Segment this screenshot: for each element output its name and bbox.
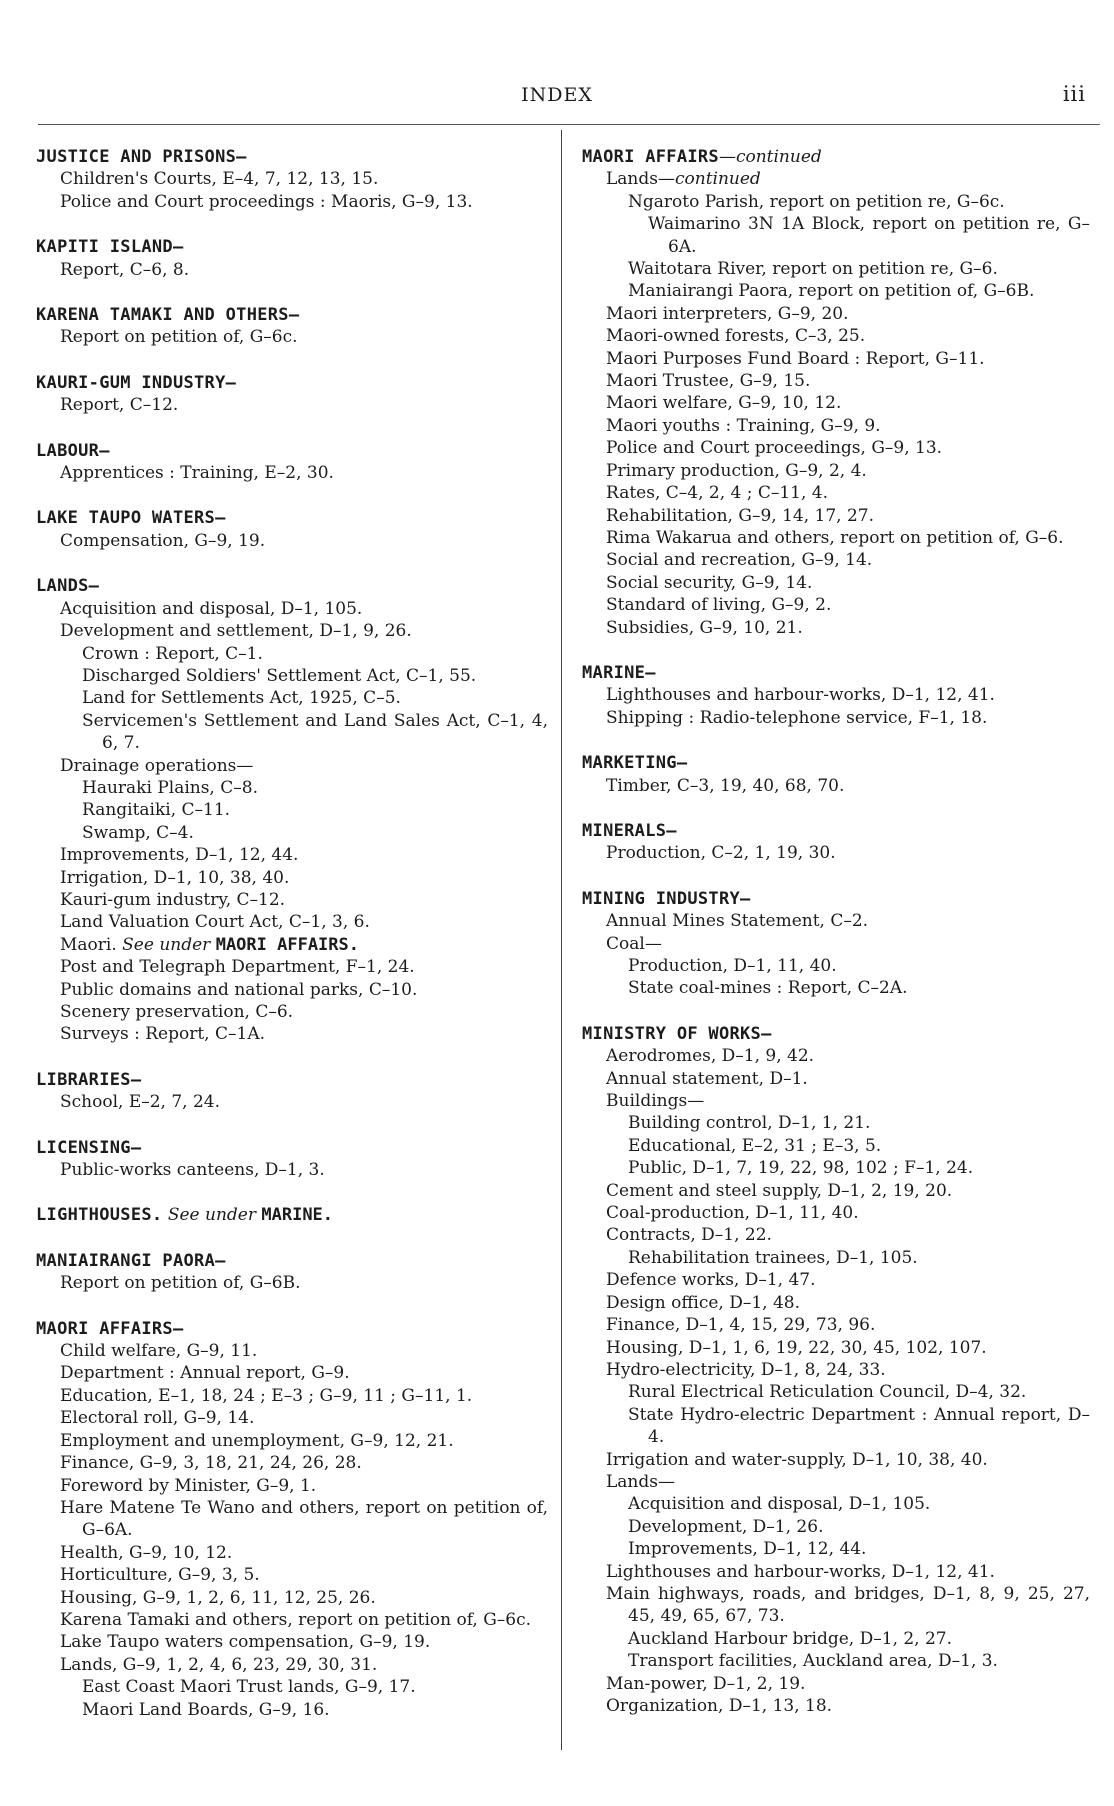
entry-heading: MAORI AFFAIRS— xyxy=(36,1318,184,1339)
entry-line: Organization, D–1, 13, 18. xyxy=(606,1696,833,1716)
entry-line: Main highways, roads, and bridges, D–1, 8, 9, 25, 27, 45, 49, 65, 67, 73. xyxy=(606,1583,1090,1627)
entry-line: Design office, D–1, 48. xyxy=(606,1292,801,1313)
index-entry-lighthouses xyxy=(36,1204,548,1226)
entry-line: Development, D–1, 26. xyxy=(628,1516,824,1537)
entry-line: Housing, D–1, 1, 6, 19, 22, 30, 45, 102, 107. xyxy=(606,1337,987,1358)
entry-line: Post and Telegraph Department, F–1, 24. xyxy=(60,957,415,978)
entry-subheading: Lands xyxy=(606,169,658,190)
entry-line: Department : Annual report, G–9. xyxy=(60,1363,350,1384)
entry-line-cross-reference xyxy=(36,934,548,956)
left-column xyxy=(36,146,548,1744)
entry-line: Horticulture, G–9, 3, 5. xyxy=(60,1565,260,1586)
entry-line: Standard of living, G–9, 2. xyxy=(606,595,832,616)
entry-line: Cement and steel supply, D–1, 2, 19, 20. xyxy=(606,1180,953,1201)
entry-line: Housing, G–9, 1, 2, 6, 11, 12, 25, 26. xyxy=(60,1587,376,1608)
entry-line: Development and settlement, D–1, 9, 26. xyxy=(60,621,412,642)
entry-heading: MINING INDUSTRY— xyxy=(582,888,751,909)
entry-heading: KARENA TAMAKI AND OTHERS— xyxy=(36,305,300,326)
cross-reference-link[interactable]: MARINE. xyxy=(261,1205,334,1226)
entry-line: Public, D–1, 7, 19, 22, 98, 102 ; F–1, 24. xyxy=(628,1158,974,1179)
entry-line: Foreword by Minister, G–9, 1. xyxy=(60,1475,317,1496)
entry-line: Building control, D–1, 1, 21. xyxy=(628,1113,871,1134)
entry-line: Coal— xyxy=(606,933,662,954)
entry-heading: KAURI-GUM INDUSTRY— xyxy=(36,372,237,393)
entry-line: Finance, D–1, 4, 15, 29, 73, 96. xyxy=(606,1315,876,1336)
entry-line: Land Valuation Court Act, C–1, 3, 6. xyxy=(60,912,370,933)
entry-line: Annual Mines Statement, C–2. xyxy=(606,911,869,932)
entry-line: State coal-mines : Report, C–2A. xyxy=(628,978,908,999)
entry-heading: MARINE— xyxy=(582,662,656,683)
entry-line: Swamp, C–4. xyxy=(82,822,194,843)
entry-heading: LAKE TAUPO WATERS— xyxy=(36,508,226,529)
entry-line: Production, D–1, 11, 40. xyxy=(628,956,837,976)
entry-heading: JUSTICE AND PRISONS— xyxy=(36,147,247,167)
entry-line: Ngaroto Parish, report on petition re, G–6c. xyxy=(628,191,1005,212)
entry-line: Shipping : Radio-telephone service, F–1, 18. xyxy=(606,707,988,728)
entry-line: Report, C–6, 8. xyxy=(60,259,190,280)
entry-line: Servicemen's Settlement and Land Sales Act, C–1, 4, 6, 7. xyxy=(82,710,548,754)
entry-heading: LABOUR— xyxy=(36,440,110,461)
index-entry-maniairangi xyxy=(36,1250,548,1295)
entry-line: Lands, G–9, 1, 2, 4, 6, 23, 29, 30, 31. xyxy=(60,1654,378,1675)
entry-line: Rates, C–4, 2, 4 ; C–11, 4. xyxy=(606,483,829,504)
index-entry-mining-industry xyxy=(582,888,1090,1000)
continued-label: —continued xyxy=(657,169,761,190)
see-under-text: See under xyxy=(122,934,211,955)
header-rule xyxy=(38,124,1100,125)
entry-line: Contracts, D–1, 22. xyxy=(606,1225,772,1246)
entry-line: State Hydro-electric Department : Annual report, D–4. xyxy=(628,1404,1090,1448)
index-entry-marketing xyxy=(582,752,1090,797)
entry-line: Children's Courts, E–4, 7, 12, 13, 15. xyxy=(60,169,379,190)
entry-line: Maori interpreters, G–9, 20. xyxy=(606,303,849,324)
see-under-text: See under xyxy=(167,1205,256,1226)
entry-line: Hare Matene Te Wano and others, report on petition of, G–6A. xyxy=(60,1497,548,1541)
entry-heading-row xyxy=(582,146,1090,168)
entry-line: Maori youths : Training, G–9, 9. xyxy=(606,415,881,436)
entry-line: Primary production, G–9, 2, 4. xyxy=(606,460,867,481)
entry-line: Coal-production, D–1, 11, 40. xyxy=(606,1203,859,1224)
entry-line: Police and Court proceedings, G–9, 13. xyxy=(606,438,943,459)
index-entry-libraries xyxy=(36,1069,548,1114)
entry-line: Surveys : Report, C–1A. xyxy=(60,1024,265,1045)
entry-heading: LIBRARIES— xyxy=(36,1069,142,1090)
entry-heading: MINERALS— xyxy=(582,820,677,841)
entry-line: Social and recreation, G–9, 14. xyxy=(606,550,873,571)
entry-line: Report on petition of, G–6c. xyxy=(60,327,298,348)
entry-line: Hydro-electricity, D–1, 8, 24, 33. xyxy=(606,1359,886,1380)
index-entry-minerals xyxy=(582,820,1090,865)
entry-line: East Coast Maori Trust lands, G–9, 17. xyxy=(82,1677,416,1698)
entry-line: Lake Taupo waters compensation, G–9, 19. xyxy=(60,1632,431,1653)
entry-line: Discharged Soldiers' Settlement Act, C–1, 55. xyxy=(82,665,477,686)
entry-line: Educational, E–2, 31 ; E–3, 5. xyxy=(628,1135,882,1156)
index-entry-ministry-of-works xyxy=(582,1023,1090,1718)
continued-label: —continued xyxy=(718,147,822,167)
index-entry-kauri xyxy=(36,372,548,417)
right-column xyxy=(582,146,1090,1740)
entry-line: Police and Court proceedings : Maoris, G–9, 13. xyxy=(60,191,473,212)
entry-line: Scenery preservation, C–6. xyxy=(60,1002,294,1022)
entry-line: Lighthouses and harbour-works, D–1, 12, 41. xyxy=(606,685,995,706)
entry-text: Maori. xyxy=(60,934,117,955)
entry-line: Child welfare, G–9, 11. xyxy=(60,1341,258,1362)
entry-line: Lands— xyxy=(606,1471,675,1492)
entry-line: Aerodromes, D–1, 9, 42. xyxy=(606,1046,815,1067)
entry-line: Rehabilitation, G–9, 14, 17, 27. xyxy=(606,505,874,526)
entry-line: Waitotara River, report on petition re, G–6. xyxy=(628,259,998,280)
entry-line: Transport facilities, Auckland area, D–1, 3. xyxy=(628,1651,998,1672)
entry-line: Maori-owned forests, C–3, 25. xyxy=(606,326,866,347)
entry-line: Hauraki Plains, C–8. xyxy=(82,777,258,798)
entry-line: Maori Purposes Fund Board : Report, G–11. xyxy=(606,348,985,369)
entry-line: Production, C–2, 1, 19, 30. xyxy=(606,843,836,864)
entry-line: Defence works, D–1, 47. xyxy=(606,1270,816,1291)
entry-line: Education, E–1, 18, 24 ; E–3 ; G–9, 11 ; G–11, 1. xyxy=(60,1385,473,1406)
entry-line: Acquisition and disposal, D–1, 105. xyxy=(628,1494,931,1515)
entry-line: Kauri-gum industry, C–12. xyxy=(60,889,286,910)
entry-line: Annual statement, D–1. xyxy=(606,1068,808,1089)
entry-line: Maori Trustee, G–9, 15. xyxy=(606,371,811,392)
entry-line: Finance, G–9, 3, 18, 21, 24, 26, 28. xyxy=(60,1453,362,1474)
entry-line: Rima Wakarua and others, report on petition of, G–6. xyxy=(606,527,1064,548)
entry-line: Report, C–12. xyxy=(60,395,179,416)
entry-line: Health, G–9, 10, 12. xyxy=(60,1542,233,1563)
entry-line: Public domains and national parks, C–10. xyxy=(60,979,418,1000)
entry-heading: LIGHTHOUSES. xyxy=(36,1205,163,1226)
entry-heading: MINISTRY OF WORKS— xyxy=(582,1023,772,1044)
entry-line: Report on petition of, G–6B. xyxy=(60,1273,301,1294)
entry-line: Social security, G–9, 14. xyxy=(606,572,813,593)
page-number: iii xyxy=(1062,82,1086,106)
entry-line: Karena Tamaki and others, report on petition of, G–6c. xyxy=(60,1609,532,1630)
column-divider xyxy=(561,130,562,1750)
entry-heading: MANIAIRANGI PAORA— xyxy=(36,1250,226,1271)
entry-line: Acquisition and disposal, D–1, 105. xyxy=(60,598,363,619)
entry-heading: KAPITI ISLAND— xyxy=(36,237,184,258)
entry-line: Rehabilitation trainees, D–1, 105. xyxy=(628,1247,918,1268)
entry-line: Public-works canteens, D–1, 3. xyxy=(60,1160,325,1181)
entry-line: Rural Electrical Reticulation Council, D–4, 32. xyxy=(628,1382,1027,1403)
entry-line: Waimarino 3N 1A Block, report on petition re, G–6A. xyxy=(648,214,1090,257)
entry-heading: MAORI AFFAIRS xyxy=(582,147,719,167)
cross-reference-link[interactable]: MAORI AFFAIRS. xyxy=(215,934,359,955)
entry-line: Irrigation, D–1, 10, 38, 40. xyxy=(60,867,290,888)
entry-heading: MARKETING— xyxy=(582,753,688,774)
page-title: INDEX xyxy=(521,84,593,106)
entry-line: Man-power, D–1, 2, 19. xyxy=(606,1673,806,1694)
entry-line: Improvements, D–1, 12, 44. xyxy=(628,1539,867,1560)
index-entry-lands xyxy=(36,575,548,1046)
index-entry-karena xyxy=(36,304,548,349)
entry-line: Maori Land Boards, G–9, 16. xyxy=(82,1699,330,1720)
index-entry-licensing xyxy=(36,1137,548,1182)
entry-line: Rangitaiki, C–11. xyxy=(82,800,231,821)
entry-line: Irrigation and water-supply, D–1, 10, 38, 40. xyxy=(606,1449,988,1470)
index-entry-justice xyxy=(36,146,548,213)
entry-line: Lighthouses and harbour-works, D–1, 12, 41. xyxy=(606,1561,995,1582)
entry-subheading-row xyxy=(582,168,1090,190)
entry-line: Drainage operations— xyxy=(60,755,254,776)
index-entry-maori-affairs-continued xyxy=(582,146,1090,639)
entry-line: Timber, C–3, 19, 40, 68, 70. xyxy=(606,775,845,796)
entry-line: Auckland Harbour bridge, D–1, 2, 27. xyxy=(628,1628,953,1649)
entry-line: Maori welfare, G–9, 10, 12. xyxy=(606,393,842,414)
entry-line: Compensation, G–9, 19. xyxy=(60,530,266,551)
entry-line: School, E–2, 7, 24. xyxy=(60,1092,221,1113)
index-entry-lake-taupo xyxy=(36,507,548,552)
entry-line: Buildings— xyxy=(606,1091,705,1112)
entry-line: Employment and unemployment, G–9, 12, 21. xyxy=(60,1430,454,1451)
entry-line: Improvements, D–1, 12, 44. xyxy=(60,845,299,866)
entry-line: Maniairangi Paora, report on petition of, G–6B. xyxy=(628,281,1035,302)
entry-heading: LANDS— xyxy=(36,576,100,597)
entry-line: Subsidies, G–9, 10, 21. xyxy=(606,617,803,638)
entry-line: Electoral roll, G–9, 14. xyxy=(60,1408,255,1429)
index-entry-marine xyxy=(582,662,1090,729)
index-entry-labour xyxy=(36,440,548,485)
index-entry-kapiti xyxy=(36,236,548,281)
page-header xyxy=(0,84,1114,114)
entry-line: Crown : Report, C–1. xyxy=(82,643,263,664)
entry-line: Land for Settlements Act, 1925, C–5. xyxy=(82,688,401,709)
index-entry-maori-affairs xyxy=(36,1318,548,1721)
entry-heading: LICENSING— xyxy=(36,1137,142,1158)
entry-line: Apprentices : Training, E–2, 30. xyxy=(60,463,334,484)
